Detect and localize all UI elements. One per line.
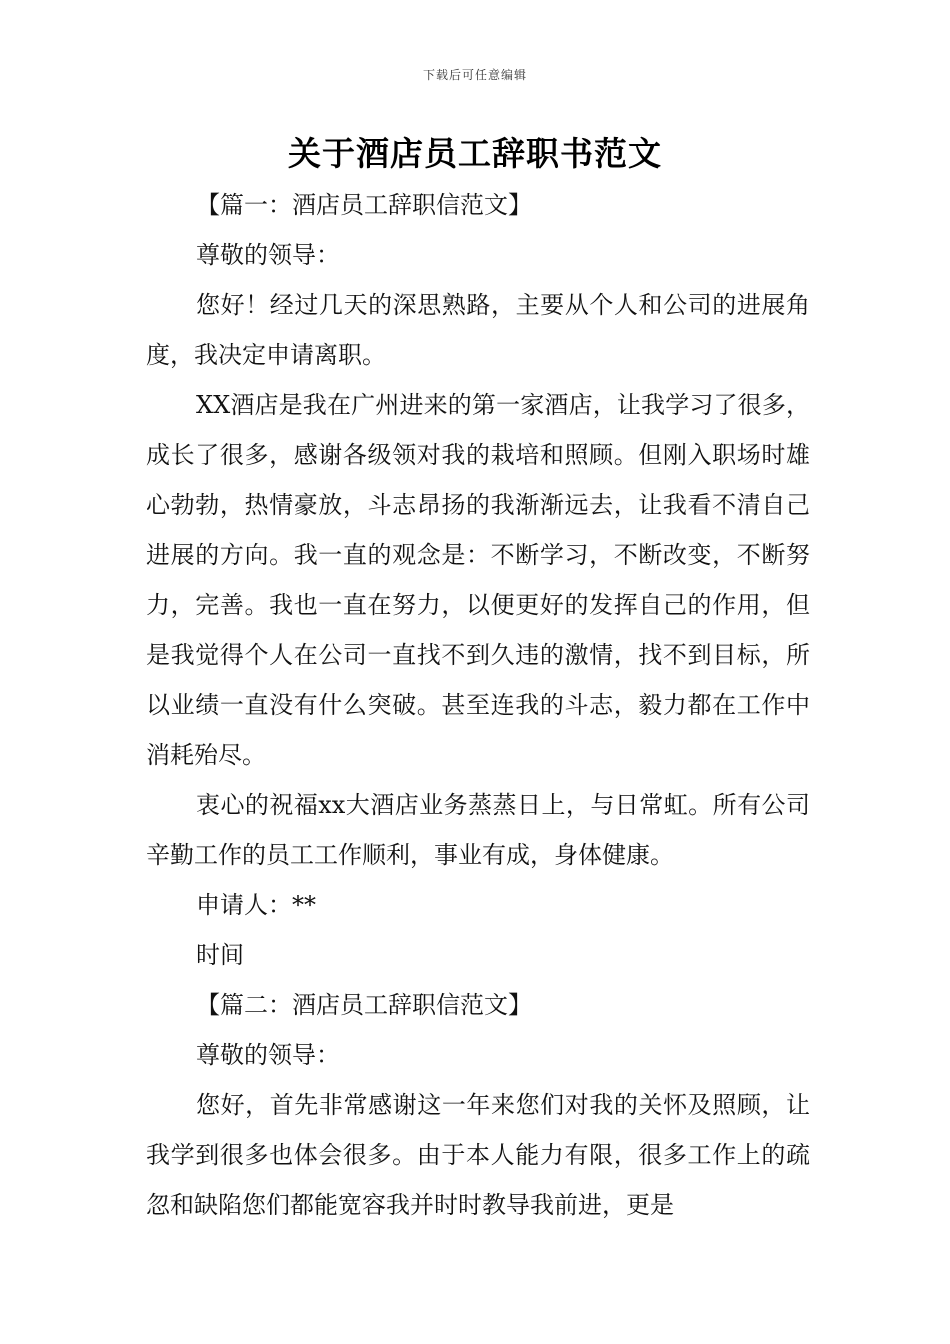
applicant-line: 申请人：** xyxy=(196,891,316,919)
document-body xyxy=(146,180,810,1230)
body-paragraph-3: 衷心的祝福xx大酒店业务蒸蒸日上，与日常虹。所有公司辛勤工作的员工工作顺利，事业有成，身体健康。 xyxy=(146,791,810,869)
section-heading-2: 【篇二：酒店员工辞职信范文】 xyxy=(196,991,532,1019)
body-paragraph-1: 您好！经过几天的深思熟路，主要从个人和公司的进展角度，我决定申请离职。 xyxy=(146,291,810,369)
date-line: 时间 xyxy=(196,941,244,969)
header-note: 下载后可任意编辑 xyxy=(422,68,527,82)
salutation-1: 尊敬的领导： xyxy=(196,241,340,269)
salutation-2: 尊敬的领导： xyxy=(196,1041,340,1069)
body-paragraph-4: 您好，首先非常感谢这一年来您们对我的关怀及照顾，让我学到很多也体会很多。由于本人能力有限，很多工作上的疏忽和缺陷您们都能宽容我并时时教导我前进，更是 xyxy=(146,1091,810,1219)
section-heading-1: 【篇一：酒店员工辞职信范文】 xyxy=(196,191,532,219)
document-title: 关于酒店员工辞职书范文 xyxy=(288,134,662,173)
body-paragraph-2: XX酒店是我在广州进来的第一家酒店，让我学习了很多，成长了很多，感谢各级领对我的栽培和照顾。但刚入职场时雄心勃勃，热情豪放，斗志昂扬的我渐渐远去，让我看不清自己进展的方向。我一直的观念是：不断学习，不断改变，不断努力，完善。我也一直在努力，以便更好的发挥自己的作用，但是我觉得个人在公司一直找不到久违的激情，找不到目标，所以业绩一直没有什么突破。甚至连我的斗志，毅力都在工作中消耗殆尽。 xyxy=(146,391,810,769)
